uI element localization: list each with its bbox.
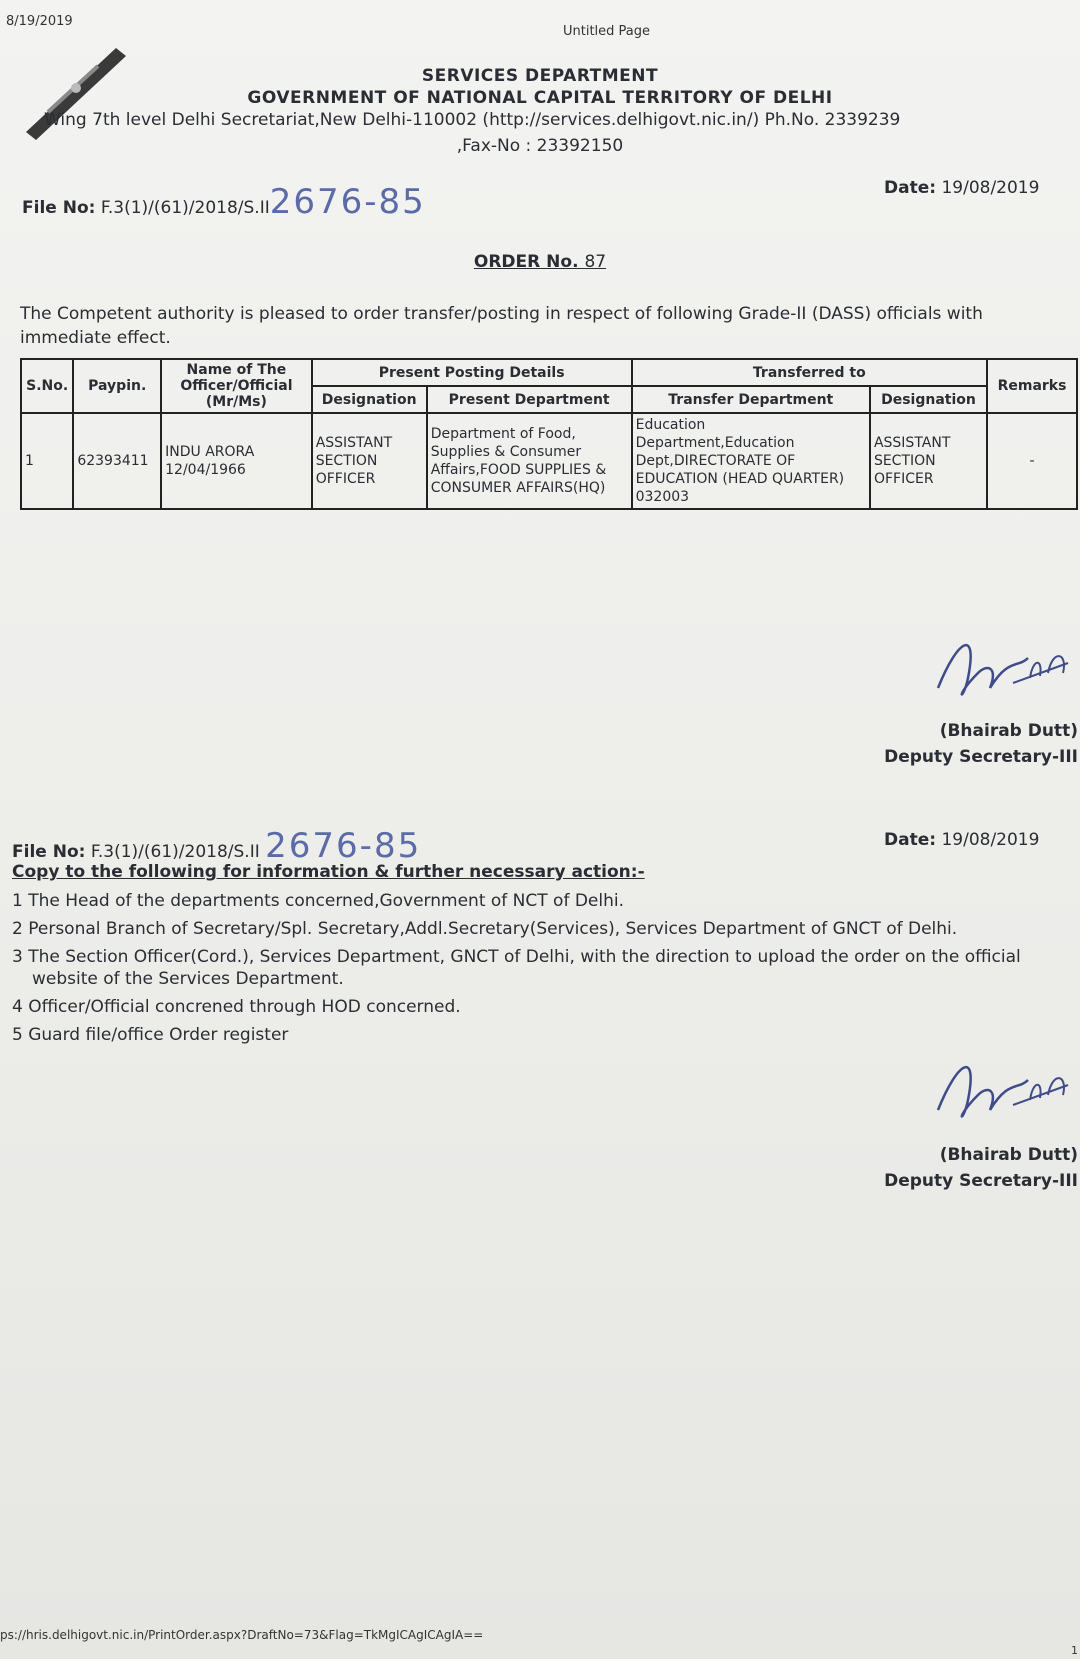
date-value: 19/08/2019 [941, 178, 1040, 198]
page-number: 1 [1071, 1644, 1078, 1657]
letterhead-address: Wing 7th level Delhi Secretariat,New Delhi-110002 (http://services.delhigovt.nic.in/) Ph.No. 2339239 [44, 110, 901, 130]
signature-icon [918, 1050, 1078, 1140]
date-label: Date: [884, 178, 937, 198]
print-date: 8/19/2019 [6, 14, 73, 29]
cell-name [161, 413, 312, 509]
list-item: 3 The Section Officer(Cord.), Services Department, GNCT of Delhi, with the direction to upload the order on the official website of the Services Department. [12, 947, 1021, 989]
file-number-label: File No: [22, 198, 96, 218]
copy-file-number-label: File No: [12, 842, 86, 862]
copy-signatory-title: Deputy Secretary-III [884, 1171, 1078, 1191]
order-label: ORDER No. [473, 252, 579, 272]
header-name: Name of The Officer/Official (Mr/Ms) [161, 359, 312, 413]
signatory-block [884, 718, 1078, 770]
header-remarks: Remarks [987, 359, 1077, 413]
header-designation: Designation [312, 386, 427, 413]
footer-url: ps://hris.delhigovt.nic.in/PrintOrder.aspx?DraftNo=73&Flag=TkMgICAgICAgIA== [0, 1628, 484, 1642]
letterhead-department: SERVICES DEPARTMENT [421, 66, 659, 86]
list-item: 2 Personal Branch of Secretary/Spl. Secretary,Addl.Secretary(Services), Services Department of GNCT of Delhi. [12, 919, 958, 939]
header-present-department: Present Department [427, 386, 632, 413]
cell-present-department: Department of Food, Supplies & Consumer Affairs,FOOD SUPPLIES & CONSUMER AFFAIRS(HQ) [427, 413, 632, 509]
signature-icon [918, 628, 1078, 718]
copy-to-heading: Copy to the following for information & further necessary action:- [12, 862, 645, 882]
copy-handwritten-dispatch-number: 2676-85 [265, 826, 422, 866]
file-number-value: F.3(1)/(61)/2018/S.II [100, 198, 270, 218]
copy-date-label: Date: [884, 830, 937, 850]
header-transferred-to: Transferred to [632, 359, 987, 386]
official-dob: 12/04/1966 [165, 462, 246, 478]
header-sno: S.No. [21, 359, 73, 413]
signatory-name: (Bhairab Dutt) [939, 721, 1078, 741]
order-number [0, 252, 1080, 272]
header-paypin: Paypin. [73, 359, 161, 413]
cell-remarks: - [987, 413, 1077, 509]
cell-transfer-department: Education Department,Education Dept,DIRECTORATE OF EDUCATION (HEAD QUARTER) 032003 [632, 413, 870, 509]
copy-file-number [12, 826, 421, 866]
cell-paypin: 62393411 [73, 413, 161, 509]
header-transfer-department: Transfer Department [632, 386, 870, 413]
header-transfer-designation: Designation [870, 386, 987, 413]
copy-signatory-name: (Bhairab Dutt) [939, 1145, 1078, 1165]
letterhead-fax: ,Fax-No : 23392150 [456, 136, 624, 156]
header-present-posting: Present Posting Details [312, 359, 632, 386]
print-page-title: Untitled Page [563, 24, 651, 39]
list-item: 5 Guard file/office Order register [12, 1025, 289, 1045]
copy-to-list [12, 890, 1062, 1052]
transfer-table [20, 358, 1078, 510]
cell-sno: 1 [21, 413, 73, 509]
copy-date-value: 19/08/2019 [941, 830, 1040, 850]
handwritten-dispatch-number: 2676-85 [269, 182, 426, 222]
copy-signatory-block [884, 1142, 1078, 1194]
official-name: INDU ARORA [165, 444, 255, 460]
copy-file-number-value: F.3(1)/(61)/2018/S.II [90, 842, 260, 862]
list-item: 1 The Head of the departments concerned,Government of NCT of Delhi. [12, 891, 625, 911]
order-date [884, 178, 1039, 198]
order-number-value: 87 [584, 252, 607, 272]
table-row [21, 413, 1077, 509]
letterhead-government: GOVERNMENT OF NATIONAL CAPITAL TERRITORY OF DELHI [247, 88, 833, 108]
cell-transfer-designation: ASSISTANT SECTION OFFICER [870, 413, 987, 509]
order-intro-text: The Competent authority is pleased to order transfer/posting in respect of following Grade-II (DASS) officials with immediate effect. [20, 304, 983, 348]
copy-order-date [884, 830, 1039, 850]
cell-designation: ASSISTANT SECTION OFFICER [312, 413, 427, 509]
list-item: 4 Officer/Official concrened through HOD concerned. [12, 997, 461, 1017]
file-number [22, 182, 426, 222]
signatory-title: Deputy Secretary-III [884, 747, 1078, 767]
